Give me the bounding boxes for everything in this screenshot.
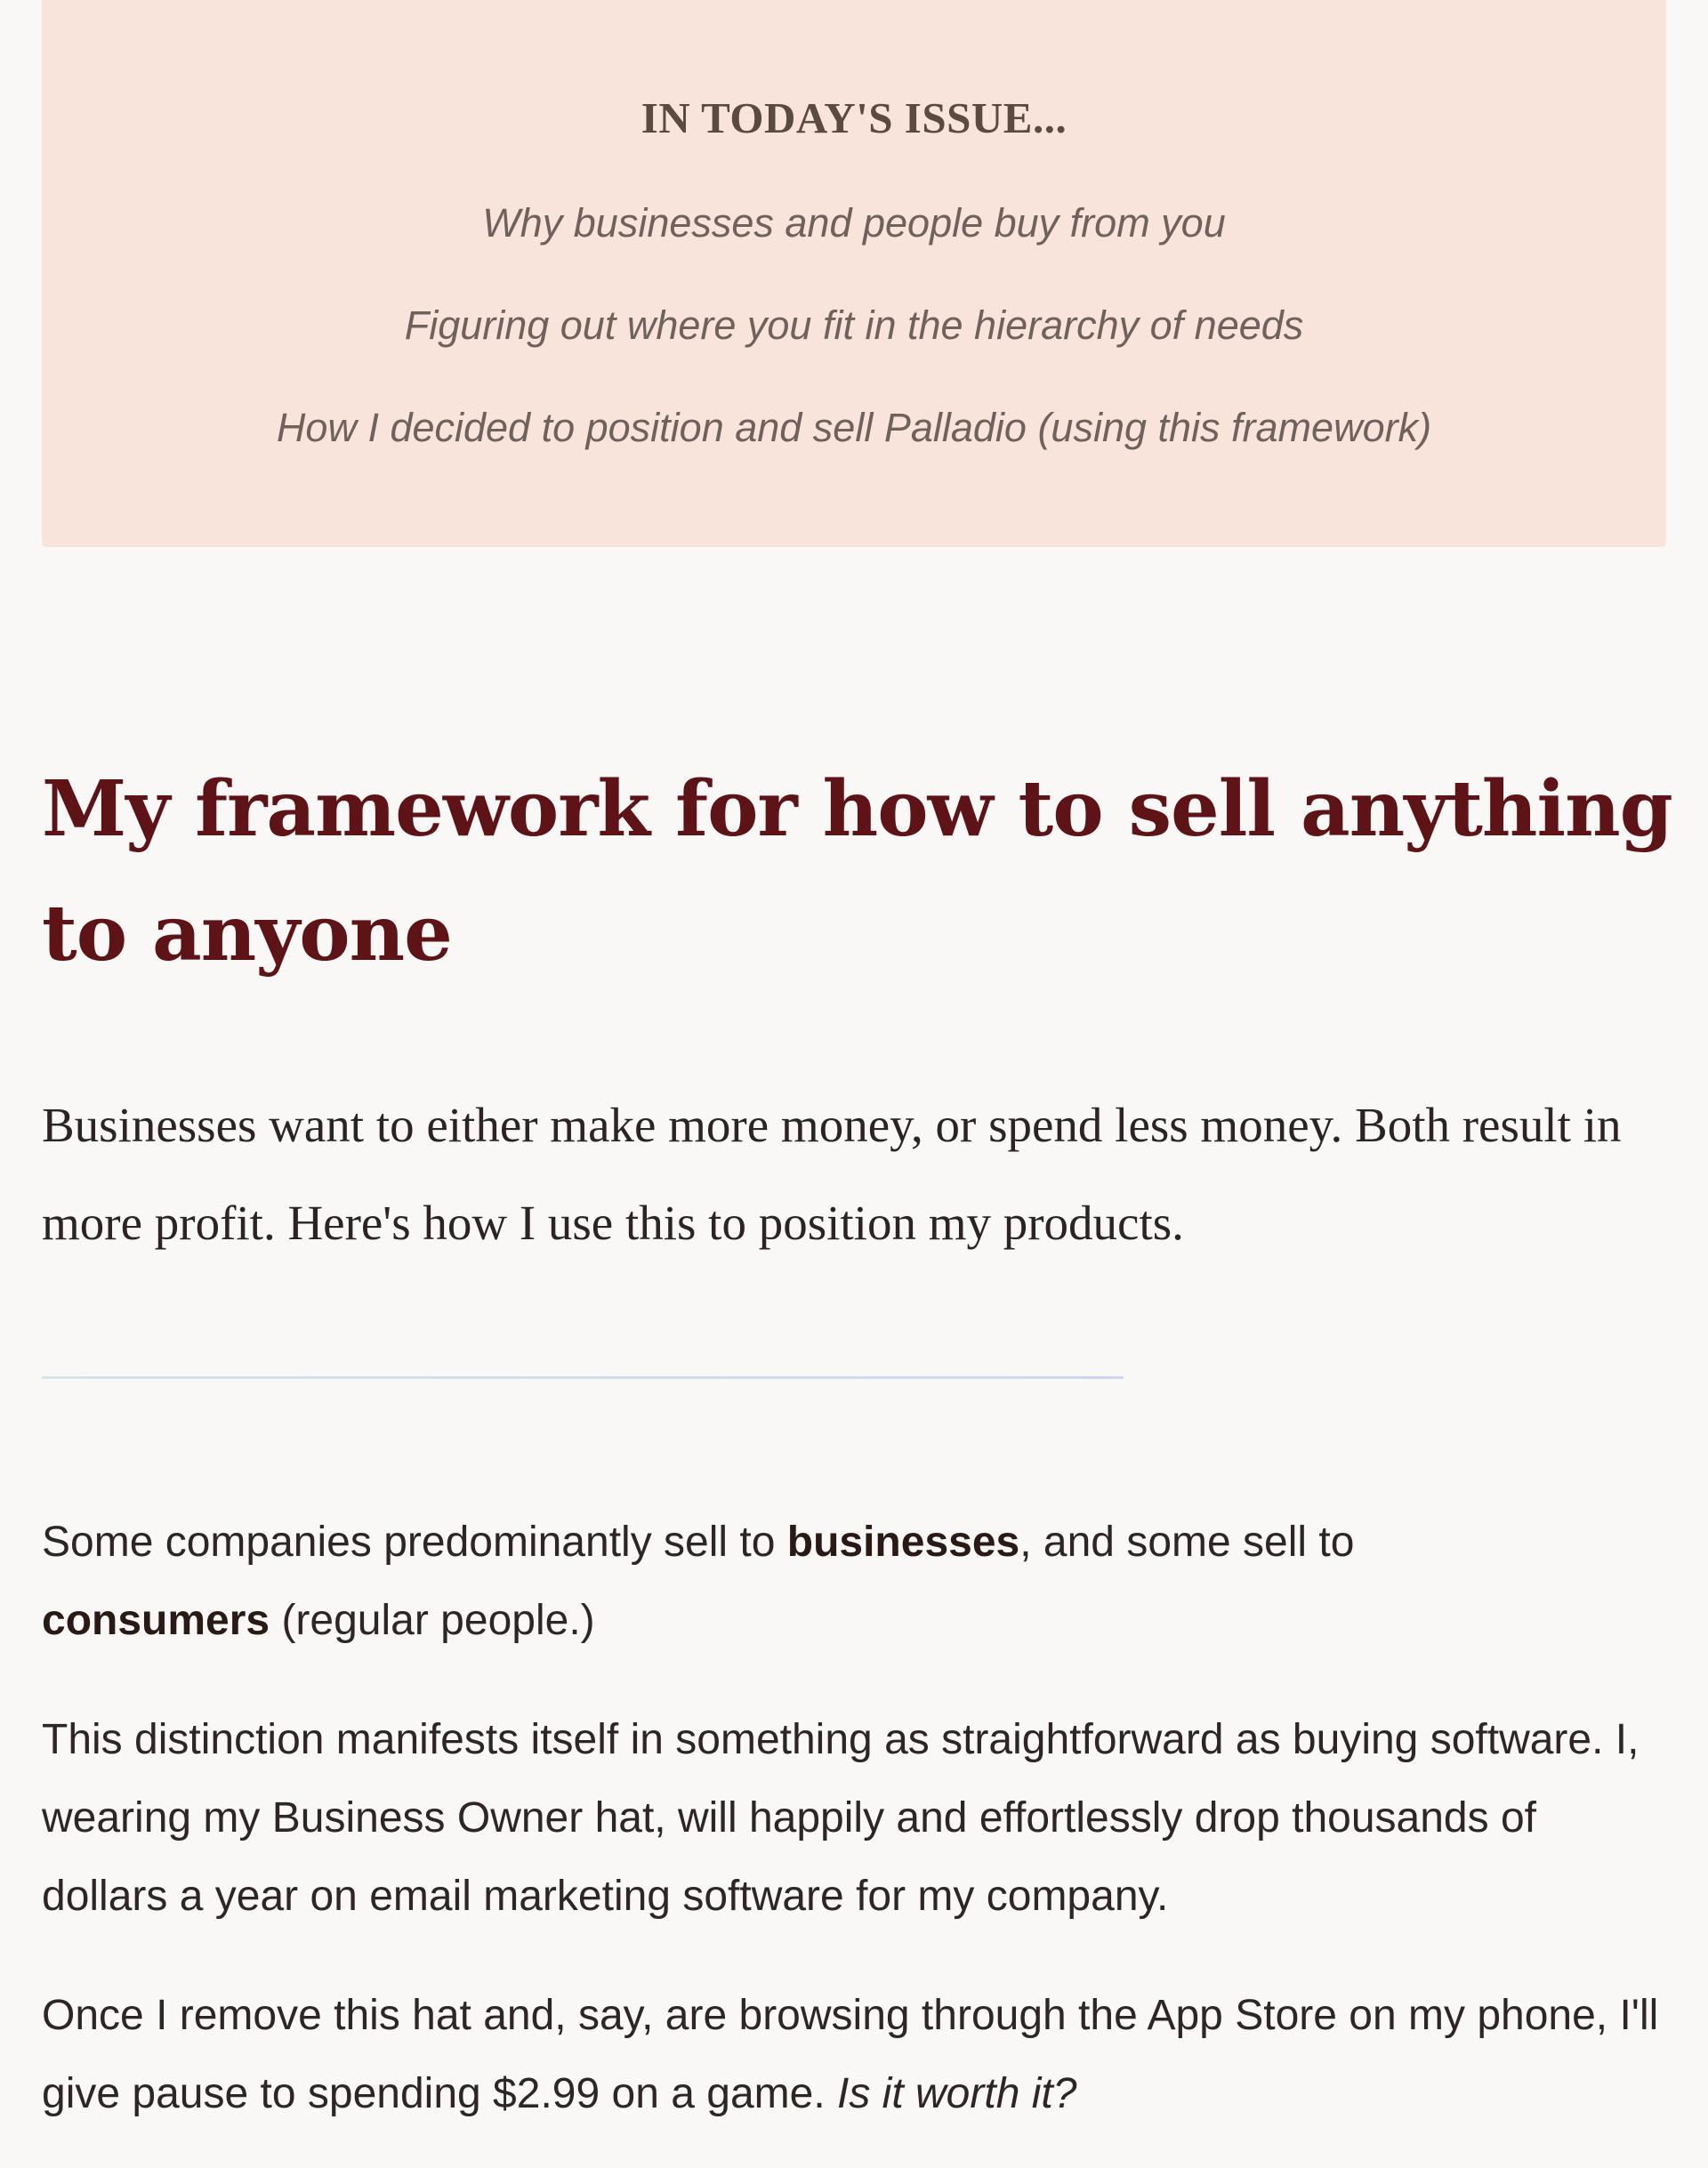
issue-heading: IN TODAY'S ISSUE... [640, 93, 1068, 142]
bold-text: consumers [42, 1597, 270, 1644]
paragraph-text: Once I remove this hat and, say, are browsing through the App Store on my phone, I'll give pause to spending $2.99 on a game. [42, 1992, 1659, 2117]
newsletter-page [42, 0, 1672, 2117]
paragraph-text: , and some sell to [1019, 1519, 1355, 1566]
issue-summary-box [42, 0, 1666, 547]
article-title: My framework for how to sell anything to anyone [42, 764, 1672, 979]
issue-item: Why businesses and people buy from you [482, 200, 1226, 246]
body-paragraph: This distinction manifests itself in something as straightforward as buying software. I, wearing my Business Owner hat, will happily and effortlessly drop thousands of dollars a year on email marketing software for my company. [42, 1716, 1640, 1920]
section-divider [42, 1376, 1124, 1379]
body-paragraph [42, 1977, 1666, 2133]
italic-text: Is it worth it? [837, 2070, 1077, 2117]
paragraph-text: (regular people.) [270, 1597, 595, 1644]
bold-text: businesses [786, 1519, 1020, 1566]
body-paragraph [42, 1503, 1666, 1660]
article-subtitle: Businesses want to either make more money, or spend less money. Both result in more profit. Here's how I use this to position my products. [42, 1098, 1622, 1250]
issue-item: How I decided to position and sell Palladio (using this framework) [276, 405, 1432, 450]
issue-item: Figuring out where you fit in the hierarchy of needs [404, 302, 1304, 348]
paragraph-text: Some companies predominantly sell to [42, 1519, 787, 1566]
